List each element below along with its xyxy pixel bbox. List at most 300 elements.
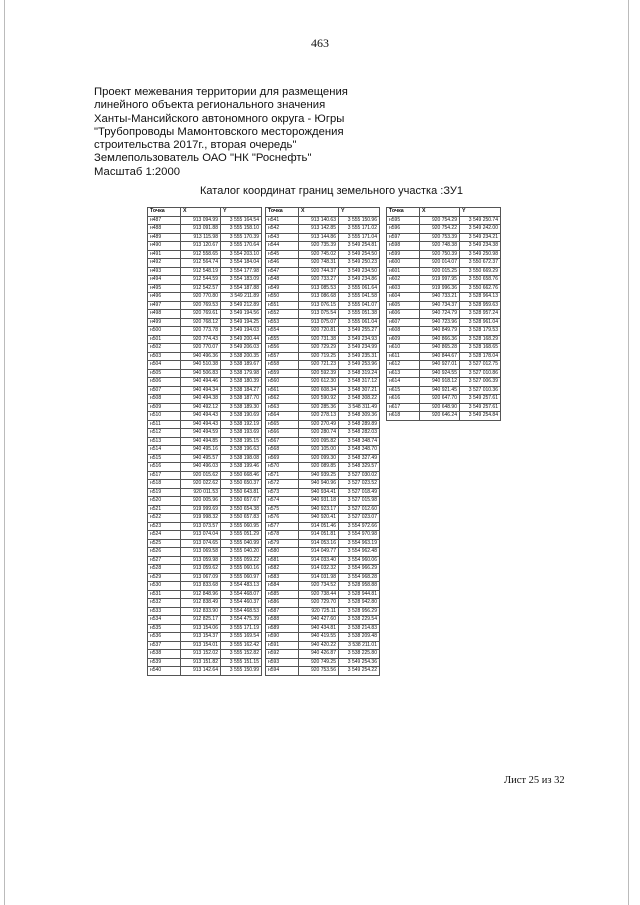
y-coordinate-cell: 3 528 944.81 bbox=[339, 590, 380, 599]
table-row bbox=[148, 497, 262, 506]
point-id-cell: н548 bbox=[266, 276, 299, 285]
point-id-cell: н567 bbox=[266, 437, 299, 446]
table-row bbox=[266, 284, 380, 293]
point-id-cell: н533 bbox=[148, 607, 181, 616]
x-coordinate-cell: 920 733.27 bbox=[299, 276, 339, 285]
x-coordinate-cell: 920 725.11 bbox=[299, 607, 339, 616]
x-coordinate-cell: 913 059.98 bbox=[181, 556, 221, 565]
y-coordinate-cell: 3 538 189.67 bbox=[221, 361, 262, 370]
x-coordinate-cell: 940 865.28 bbox=[420, 344, 460, 353]
y-coordinate-cell: 3 548 307.21 bbox=[339, 386, 380, 395]
x-coordinate-cell: 920 719.25 bbox=[299, 352, 339, 361]
sheet-counter: Лист 25 из 32 bbox=[504, 775, 565, 786]
x-coordinate-cell: 913 094.99 bbox=[181, 216, 221, 225]
column-header-x: X bbox=[181, 208, 221, 217]
table-header-row bbox=[387, 208, 501, 217]
point-id-cell: н561 bbox=[266, 386, 299, 395]
x-coordinate-cell: 920 089.85 bbox=[299, 463, 339, 472]
y-coordinate-cell: 3 555 051.29 bbox=[221, 531, 262, 540]
x-coordinate-cell: 913 086.68 bbox=[299, 293, 339, 302]
point-id-cell: н504 bbox=[148, 361, 181, 370]
y-coordinate-cell: 3 528 178.04 bbox=[460, 352, 501, 361]
y-coordinate-cell: 3 550 658.76 bbox=[460, 276, 501, 285]
table-row bbox=[266, 548, 380, 557]
point-id-cell: н580 bbox=[266, 548, 299, 557]
table-row bbox=[387, 242, 501, 251]
point-id-cell: н570 bbox=[266, 463, 299, 472]
x-coordinate-cell: 920 749.25 bbox=[299, 658, 339, 667]
table-row bbox=[387, 369, 501, 378]
y-coordinate-cell: 3 548 309.36 bbox=[339, 412, 380, 421]
x-coordinate-cell: 920 105.00 bbox=[299, 446, 339, 455]
table-row bbox=[266, 480, 380, 489]
x-coordinate-cell: 920 022.62 bbox=[181, 480, 221, 489]
y-coordinate-cell: 3 538 189.30 bbox=[221, 403, 262, 412]
x-coordinate-cell: 940 921.45 bbox=[420, 386, 460, 395]
table-row bbox=[387, 395, 501, 404]
y-coordinate-cell: 3 554 475.39 bbox=[221, 616, 262, 625]
point-id-cell: н525 bbox=[148, 539, 181, 548]
table-row bbox=[387, 335, 501, 344]
table-row bbox=[266, 539, 380, 548]
x-coordinate-cell: 940 494.85 bbox=[181, 437, 221, 446]
point-id-cell: н537 bbox=[148, 641, 181, 650]
y-coordinate-cell: 3 555 171.02 bbox=[339, 225, 380, 234]
table-row bbox=[266, 335, 380, 344]
x-coordinate-cell: 913 120.67 bbox=[181, 242, 221, 251]
y-coordinate-cell: 3 554 203.10 bbox=[221, 250, 262, 259]
y-coordinate-cell: 3 549 254.22 bbox=[339, 667, 380, 676]
x-coordinate-cell: 940 496.03 bbox=[181, 463, 221, 472]
table-row bbox=[387, 233, 501, 242]
x-coordinate-cell: 912 544.59 bbox=[181, 276, 221, 285]
x-coordinate-cell: 940 494.59 bbox=[181, 429, 221, 438]
x-coordinate-cell: 940 844.67 bbox=[420, 352, 460, 361]
x-coordinate-cell: 920 744.37 bbox=[299, 267, 339, 276]
y-coordinate-cell: 3 555 060.16 bbox=[221, 565, 262, 574]
point-id-cell: н618 bbox=[387, 412, 420, 421]
x-coordinate-cell: 940 494.46 bbox=[181, 378, 221, 387]
point-id-cell: н505 bbox=[148, 369, 181, 378]
table-row bbox=[148, 607, 262, 616]
x-coordinate-cell: 920 754.29 bbox=[420, 216, 460, 225]
x-coordinate-cell: 920 729.70 bbox=[299, 599, 339, 608]
point-id-cell: н613 bbox=[387, 369, 420, 378]
y-coordinate-cell: 3 538 195.15 bbox=[221, 437, 262, 446]
y-coordinate-cell: 3 555 059.22 bbox=[221, 556, 262, 565]
page-number: 463 bbox=[311, 36, 329, 50]
point-id-cell: н534 bbox=[148, 616, 181, 625]
y-coordinate-cell: 3 554 177.98 bbox=[221, 267, 262, 276]
table-row bbox=[148, 310, 262, 319]
point-id-cell: н558 bbox=[266, 361, 299, 370]
table-row bbox=[266, 573, 380, 582]
point-id-cell: н489 bbox=[148, 233, 181, 242]
table-row bbox=[266, 429, 380, 438]
point-id-cell: н579 bbox=[266, 539, 299, 548]
point-id-cell: н601 bbox=[387, 267, 420, 276]
y-coordinate-cell: 3 549 194.25 bbox=[221, 318, 262, 327]
point-id-cell: н532 bbox=[148, 599, 181, 608]
column-header-point: Точка bbox=[266, 208, 299, 217]
point-id-cell: н610 bbox=[387, 344, 420, 353]
y-coordinate-cell: 3 549 211.89 bbox=[221, 293, 262, 302]
table-row bbox=[148, 378, 262, 387]
y-coordinate-cell: 3 538 229.54 bbox=[339, 616, 380, 625]
point-id-cell: н528 bbox=[148, 565, 181, 574]
y-coordinate-cell: 3 554 972.66 bbox=[339, 522, 380, 531]
table-row bbox=[148, 633, 262, 642]
x-coordinate-cell: 920 015.62 bbox=[181, 471, 221, 480]
x-coordinate-cell: 920 592.39 bbox=[299, 369, 339, 378]
header-line: Землепользователь ОАО "НК "Роснефть" bbox=[94, 152, 312, 165]
y-coordinate-cell: 3 548 282.03 bbox=[339, 429, 380, 438]
y-coordinate-cell: 3 549 250.74 bbox=[460, 216, 501, 225]
point-id-cell: н551 bbox=[266, 301, 299, 310]
point-id-cell: н523 bbox=[148, 522, 181, 531]
x-coordinate-cell: 913 154.06 bbox=[181, 624, 221, 633]
table-row bbox=[266, 352, 380, 361]
table-row bbox=[387, 403, 501, 412]
table-row bbox=[266, 633, 380, 642]
table-row bbox=[266, 344, 380, 353]
x-coordinate-cell: 920 754.22 bbox=[420, 225, 460, 234]
point-id-cell: н508 bbox=[148, 395, 181, 404]
table-row bbox=[266, 463, 380, 472]
table-row bbox=[387, 378, 501, 387]
table-row bbox=[266, 310, 380, 319]
table-row bbox=[148, 531, 262, 540]
table-row bbox=[148, 565, 262, 574]
table-row bbox=[387, 293, 501, 302]
table-row bbox=[148, 446, 262, 455]
table-row bbox=[266, 590, 380, 599]
table-row bbox=[266, 599, 380, 608]
table-row bbox=[148, 293, 262, 302]
table-row bbox=[266, 395, 380, 404]
x-coordinate-cell: 920 099.30 bbox=[299, 454, 339, 463]
point-id-cell: н574 bbox=[266, 497, 299, 506]
x-coordinate-cell: 940 734.37 bbox=[420, 301, 460, 310]
table-row bbox=[266, 437, 380, 446]
y-coordinate-cell: 3 554 184.04 bbox=[221, 259, 262, 268]
table-row bbox=[148, 259, 262, 268]
y-coordinate-cell: 3 554 962.48 bbox=[339, 548, 380, 557]
x-coordinate-cell: 912 548.19 bbox=[181, 267, 221, 276]
point-id-cell: н524 bbox=[148, 531, 181, 540]
x-coordinate-cell: 940 733.21 bbox=[420, 293, 460, 302]
x-coordinate-cell: 940 724.79 bbox=[420, 310, 460, 319]
coordinate-table-2 bbox=[265, 207, 380, 676]
y-coordinate-cell: 3 555 162.42 bbox=[221, 641, 262, 650]
y-coordinate-cell: 3 555 164.54 bbox=[221, 216, 262, 225]
table-row bbox=[148, 327, 262, 336]
point-id-cell: н577 bbox=[266, 522, 299, 531]
y-coordinate-cell: 3 528 958.88 bbox=[339, 582, 380, 591]
point-id-cell: н487 bbox=[148, 216, 181, 225]
table-header-row bbox=[266, 208, 380, 217]
table-row bbox=[148, 514, 262, 523]
document-header bbox=[94, 86, 424, 179]
table-row bbox=[148, 641, 262, 650]
y-coordinate-cell: 3 538 200.35 bbox=[221, 352, 262, 361]
point-id-cell: н616 bbox=[387, 395, 420, 404]
x-coordinate-cell: 920 095.82 bbox=[299, 437, 339, 446]
point-id-cell: н498 bbox=[148, 310, 181, 319]
point-id-cell: н556 bbox=[266, 344, 299, 353]
table-row bbox=[148, 318, 262, 327]
y-coordinate-cell: 3 550 643.81 bbox=[221, 488, 262, 497]
point-id-cell: н598 bbox=[387, 242, 420, 251]
x-coordinate-cell: 913 142.85 bbox=[299, 225, 339, 234]
table-row bbox=[266, 471, 380, 480]
y-coordinate-cell: 3 555 171.04 bbox=[339, 233, 380, 242]
table-row bbox=[266, 233, 380, 242]
x-coordinate-cell: 913 075.54 bbox=[299, 310, 339, 319]
point-id-cell: н512 bbox=[148, 429, 181, 438]
point-id-cell: н578 bbox=[266, 531, 299, 540]
table-row bbox=[387, 216, 501, 225]
table-row bbox=[266, 497, 380, 506]
table-row bbox=[148, 539, 262, 548]
header-line: Ханты-Мансийского автономного округа - Югры bbox=[94, 112, 345, 125]
y-coordinate-cell: 3 549 250.98 bbox=[460, 250, 501, 259]
y-coordinate-cell: 3 555 040.99 bbox=[221, 539, 262, 548]
point-id-cell: н584 bbox=[266, 582, 299, 591]
table-row bbox=[266, 454, 380, 463]
point-id-cell: н609 bbox=[387, 335, 420, 344]
table-row bbox=[148, 437, 262, 446]
x-coordinate-cell: 913 140.63 bbox=[299, 216, 339, 225]
point-id-cell: н583 bbox=[266, 573, 299, 582]
x-coordinate-cell: 920 750.39 bbox=[420, 250, 460, 259]
table-row bbox=[266, 386, 380, 395]
table-row bbox=[266, 488, 380, 497]
y-coordinate-cell: 3 549 254.36 bbox=[339, 658, 380, 667]
x-coordinate-cell: 920 774.43 bbox=[181, 335, 221, 344]
table-row bbox=[148, 412, 262, 421]
x-coordinate-cell: 920 738.44 bbox=[299, 590, 339, 599]
point-id-cell: н488 bbox=[148, 225, 181, 234]
point-id-cell: н606 bbox=[387, 310, 420, 319]
y-coordinate-cell: 3 550 669.29 bbox=[460, 267, 501, 276]
point-id-cell: н527 bbox=[148, 556, 181, 565]
table-row bbox=[387, 310, 501, 319]
y-coordinate-cell: 3 549 234.99 bbox=[339, 344, 380, 353]
x-coordinate-cell: 920 748.38 bbox=[420, 242, 460, 251]
point-id-cell: н529 bbox=[148, 573, 181, 582]
y-coordinate-cell: 3 555 158.10 bbox=[221, 225, 262, 234]
y-coordinate-cell: 3 550 657.83 bbox=[221, 514, 262, 523]
table-row bbox=[266, 531, 380, 540]
point-id-cell: н553 bbox=[266, 318, 299, 327]
point-id-cell: н542 bbox=[266, 225, 299, 234]
point-id-cell: н550 bbox=[266, 293, 299, 302]
point-id-cell: н599 bbox=[387, 250, 420, 259]
y-coordinate-cell: 3 555 040.20 bbox=[221, 548, 262, 557]
point-id-cell: н607 bbox=[387, 318, 420, 327]
table-row bbox=[387, 259, 501, 268]
point-id-cell: н564 bbox=[266, 412, 299, 421]
table-row bbox=[266, 514, 380, 523]
x-coordinate-cell: 940 923.17 bbox=[299, 505, 339, 514]
table-row bbox=[387, 344, 501, 353]
point-id-cell: н531 bbox=[148, 590, 181, 599]
y-coordinate-cell: 3 527 023.07 bbox=[339, 514, 380, 523]
table-row bbox=[148, 267, 262, 276]
y-coordinate-cell: 3 550 672.37 bbox=[460, 259, 501, 268]
y-coordinate-cell: 3 548 319.24 bbox=[339, 369, 380, 378]
table-row bbox=[387, 301, 501, 310]
x-coordinate-cell: 920 590.92 bbox=[299, 395, 339, 404]
scan-edge-right bbox=[628, 0, 629, 905]
x-coordinate-cell: 913 069.58 bbox=[181, 548, 221, 557]
y-coordinate-cell: 3 554 960.06 bbox=[339, 556, 380, 565]
point-id-cell: н593 bbox=[266, 658, 299, 667]
x-coordinate-cell: 940 849.79 bbox=[420, 327, 460, 336]
y-coordinate-cell: 3 555 041.58 bbox=[339, 293, 380, 302]
y-coordinate-cell: 3 550 662.76 bbox=[460, 284, 501, 293]
column-header-y: Y bbox=[221, 208, 262, 217]
y-coordinate-cell: 3 538 193.69 bbox=[221, 429, 262, 438]
x-coordinate-cell: 914 049.77 bbox=[299, 548, 339, 557]
table-row bbox=[387, 225, 501, 234]
x-coordinate-cell: 940 940.96 bbox=[299, 480, 339, 489]
header-line: линейного объекта регионального значения bbox=[94, 99, 326, 112]
point-id-cell: н554 bbox=[266, 327, 299, 336]
x-coordinate-cell: 920 647.70 bbox=[420, 395, 460, 404]
y-coordinate-cell: 3 548 348.70 bbox=[339, 446, 380, 455]
table-row bbox=[148, 403, 262, 412]
x-coordinate-cell: 920 769.61 bbox=[181, 310, 221, 319]
table-row bbox=[387, 318, 501, 327]
x-coordinate-cell: 940 924.55 bbox=[420, 369, 460, 378]
table-row bbox=[148, 225, 262, 234]
y-coordinate-cell: 3 550 668.46 bbox=[221, 471, 262, 480]
table-row bbox=[148, 556, 262, 565]
x-coordinate-cell: 940 419.55 bbox=[299, 633, 339, 642]
y-coordinate-cell: 3 554 968.28 bbox=[339, 573, 380, 582]
y-coordinate-cell: 3 549 250.23 bbox=[339, 259, 380, 268]
y-coordinate-cell: 3 554 963.19 bbox=[339, 539, 380, 548]
y-coordinate-cell: 3 549 234.86 bbox=[339, 276, 380, 285]
table-row bbox=[148, 344, 262, 353]
point-id-cell: н507 bbox=[148, 386, 181, 395]
x-coordinate-cell: 912 838.49 bbox=[181, 599, 221, 608]
coordinate-table-3 bbox=[386, 207, 501, 421]
point-id-cell: н536 bbox=[148, 633, 181, 642]
y-coordinate-cell: 3 548 289.89 bbox=[339, 420, 380, 429]
table-row bbox=[266, 327, 380, 336]
table-row bbox=[266, 650, 380, 659]
point-id-cell: н497 bbox=[148, 301, 181, 310]
x-coordinate-cell: 919 996.36 bbox=[420, 284, 460, 293]
table-row bbox=[148, 599, 262, 608]
point-id-cell: н540 bbox=[148, 667, 181, 676]
x-coordinate-cell: 940 934.41 bbox=[299, 488, 339, 497]
point-id-cell: н600 bbox=[387, 259, 420, 268]
x-coordinate-cell: 913 144.86 bbox=[299, 233, 339, 242]
x-coordinate-cell: 913 085.53 bbox=[299, 284, 339, 293]
point-id-cell: н581 bbox=[266, 556, 299, 565]
table-row bbox=[148, 395, 262, 404]
x-coordinate-cell: 920 770.07 bbox=[181, 344, 221, 353]
y-coordinate-cell: 3 528 957.24 bbox=[460, 310, 501, 319]
x-coordinate-cell: 940 931.18 bbox=[299, 497, 339, 506]
table-row bbox=[148, 369, 262, 378]
x-coordinate-cell: 920 769.53 bbox=[181, 301, 221, 310]
table-row bbox=[148, 250, 262, 259]
point-id-cell: н521 bbox=[148, 505, 181, 514]
y-coordinate-cell: 3 528 942.80 bbox=[339, 599, 380, 608]
table-row bbox=[148, 429, 262, 438]
x-coordinate-cell: 913 075.07 bbox=[299, 318, 339, 327]
x-coordinate-cell: 919 997.95 bbox=[420, 276, 460, 285]
point-id-cell: н560 bbox=[266, 378, 299, 387]
table-row bbox=[266, 259, 380, 268]
table-row bbox=[148, 276, 262, 285]
point-id-cell: н587 bbox=[266, 607, 299, 616]
x-coordinate-cell: 913 151.82 bbox=[181, 658, 221, 667]
x-coordinate-cell: 940 506.83 bbox=[181, 369, 221, 378]
point-id-cell: н605 bbox=[387, 301, 420, 310]
table-row bbox=[148, 616, 262, 625]
point-id-cell: н530 bbox=[148, 582, 181, 591]
x-coordinate-cell: 940 939.25 bbox=[299, 471, 339, 480]
x-coordinate-cell: 940 494.43 bbox=[181, 420, 221, 429]
point-id-cell: н493 bbox=[148, 267, 181, 276]
point-id-cell: н602 bbox=[387, 276, 420, 285]
point-id-cell: н492 bbox=[148, 259, 181, 268]
y-coordinate-cell: 3 527 010.86 bbox=[460, 369, 501, 378]
x-coordinate-cell: 920 278.13 bbox=[299, 412, 339, 421]
y-coordinate-cell: 3 554 460.37 bbox=[221, 599, 262, 608]
y-coordinate-cell: 3 528 959.63 bbox=[460, 301, 501, 310]
table-row bbox=[266, 250, 380, 259]
point-id-cell: н502 bbox=[148, 344, 181, 353]
x-coordinate-cell: 913 076.15 bbox=[299, 301, 339, 310]
y-coordinate-cell: 3 538 180.39 bbox=[221, 378, 262, 387]
point-id-cell: н566 bbox=[266, 429, 299, 438]
table-row bbox=[148, 335, 262, 344]
x-coordinate-cell: 914 032.32 bbox=[299, 565, 339, 574]
x-coordinate-cell: 920 748.31 bbox=[299, 259, 339, 268]
header-line: "Трубопроводы Мамонтовского месторождения bbox=[94, 125, 344, 138]
x-coordinate-cell: 912 542.57 bbox=[181, 284, 221, 293]
point-id-cell: н490 bbox=[148, 242, 181, 251]
point-id-cell: н615 bbox=[387, 386, 420, 395]
point-id-cell: н506 bbox=[148, 378, 181, 387]
table-row bbox=[266, 667, 380, 676]
x-coordinate-cell: 913 142.64 bbox=[181, 667, 221, 676]
y-coordinate-cell: 3 548 317.12 bbox=[339, 378, 380, 387]
table-row bbox=[148, 352, 262, 361]
table-row bbox=[266, 641, 380, 650]
point-id-cell: н495 bbox=[148, 284, 181, 293]
point-id-cell: н590 bbox=[266, 633, 299, 642]
point-id-cell: н565 bbox=[266, 420, 299, 429]
point-id-cell: н614 bbox=[387, 378, 420, 387]
scan-edge-left bbox=[4, 0, 5, 905]
point-id-cell: н559 bbox=[266, 369, 299, 378]
point-id-cell: н575 bbox=[266, 505, 299, 514]
y-coordinate-cell: 3 555 060.97 bbox=[221, 573, 262, 582]
y-coordinate-cell: 3 538 190.69 bbox=[221, 412, 262, 421]
x-coordinate-cell: 913 067.09 bbox=[181, 573, 221, 582]
point-id-cell: н544 bbox=[266, 242, 299, 251]
y-coordinate-cell: 3 549 234.38 bbox=[460, 242, 501, 251]
x-coordinate-cell: 940 494.38 bbox=[181, 395, 221, 404]
